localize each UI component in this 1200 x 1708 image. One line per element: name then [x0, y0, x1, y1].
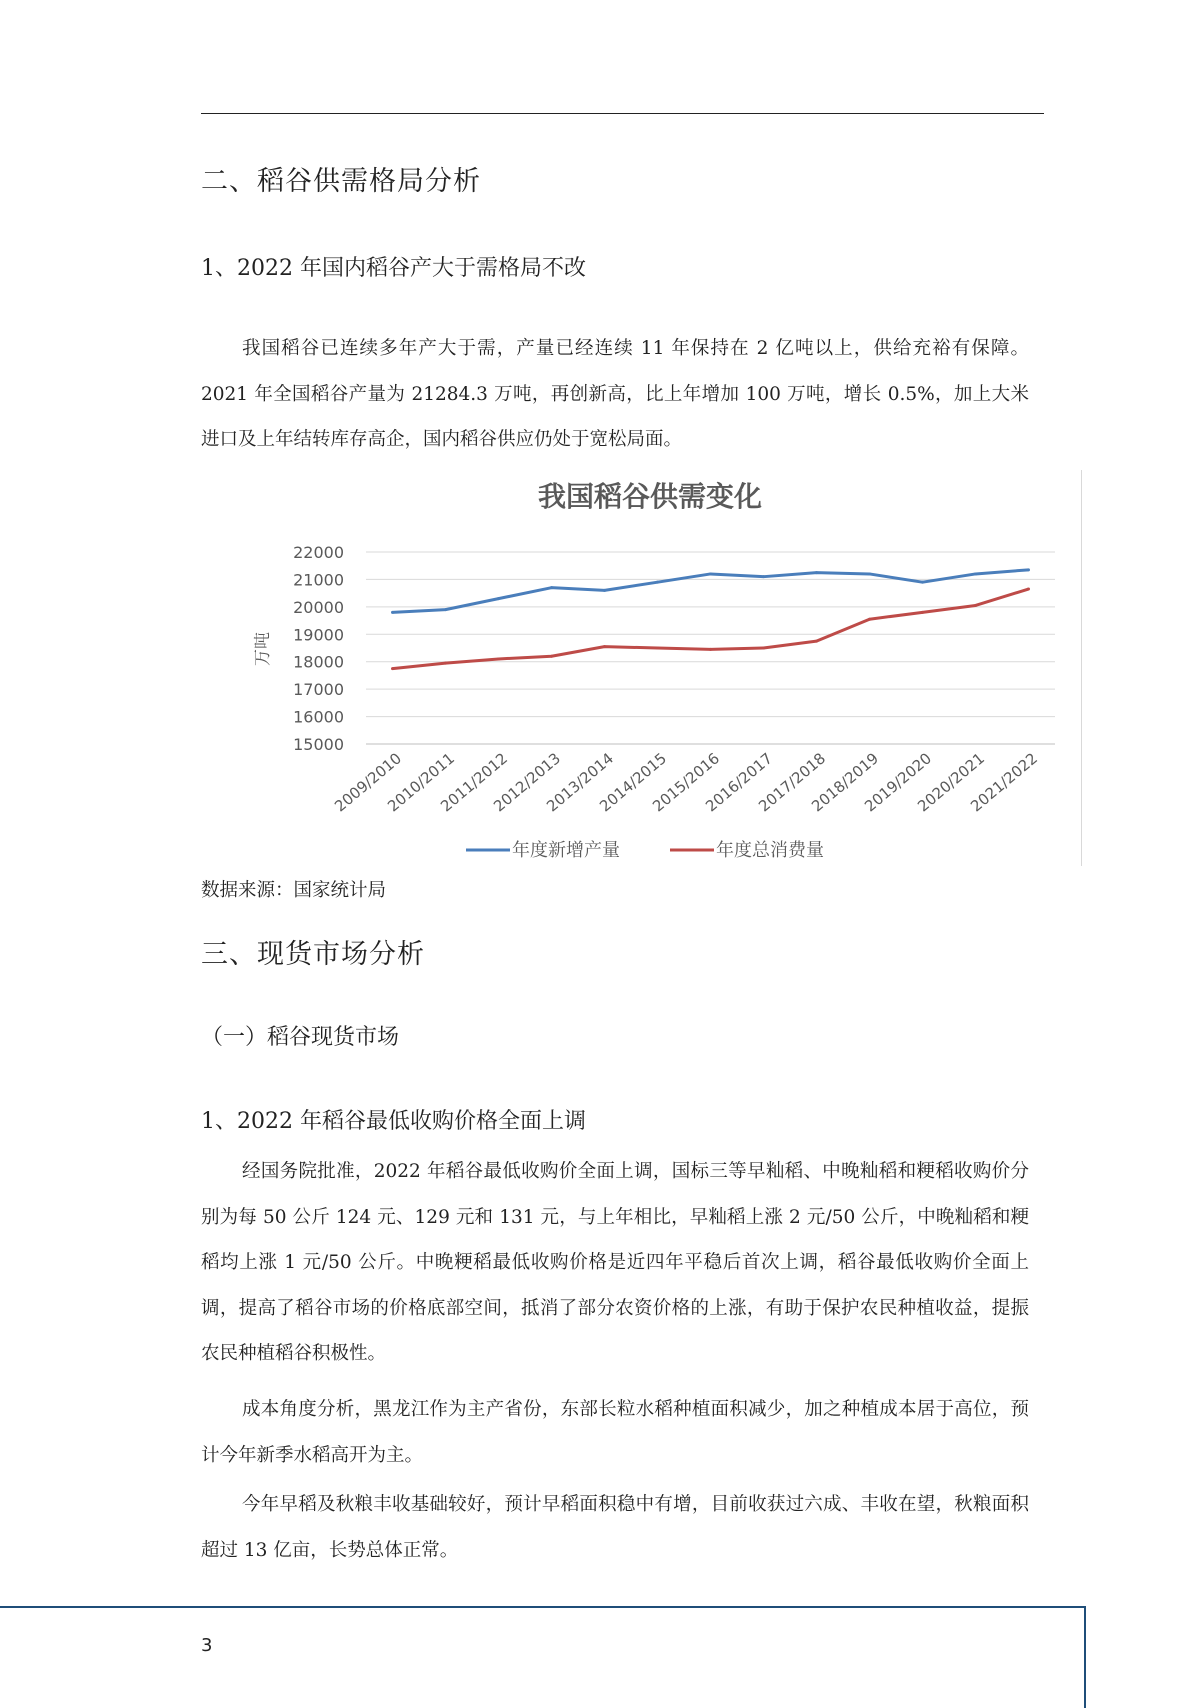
- chart-data-point: [444, 608, 447, 611]
- chart-y-tick-label: 21000: [293, 570, 344, 590]
- chart-data-point: [603, 589, 606, 592]
- chart-data-point: [391, 611, 394, 614]
- data-source-note: 数据来源：国家统计局: [201, 880, 387, 901]
- chart-x-tick-label: 2021/2022: [967, 749, 1042, 816]
- chart-series-line-1: [393, 570, 1029, 613]
- chart-y-tick-label: 19000: [293, 625, 344, 645]
- chart-title: 我国稻谷供需变化: [537, 480, 763, 513]
- supply-demand-line-chart: [238, 470, 1086, 870]
- chart-x-tick-label: 2015/2016: [649, 749, 724, 816]
- chart-data-point: [497, 597, 500, 600]
- chart-data-point: [709, 572, 712, 575]
- chart-x-tick-label: 2018/2019: [808, 749, 883, 816]
- paragraph-harvest-outlook: 今年早稻及秋粮丰收基础较好，预计早稻面积稳中有增，目前收获过六成、丰收在望，秋粮面积超过 13 亿亩，长势总体正常。: [201, 1494, 1029, 1561]
- chart-x-tick-label: 2016/2017: [702, 749, 777, 816]
- chart-data-point: [921, 581, 924, 584]
- chart-data-point: [550, 586, 553, 589]
- chart-x-tick-label: 2011/2012: [437, 749, 512, 816]
- chart-data-point: [444, 662, 447, 665]
- chart-data-point: [656, 581, 659, 584]
- header-rule: [201, 113, 1044, 114]
- chart-legend-label-2: 年度总消费量: [716, 840, 824, 861]
- chart-y-tick-label: 17000: [293, 680, 344, 700]
- chart-x-tick-label: 2013/2014: [543, 749, 618, 816]
- chart-data-point: [815, 640, 818, 643]
- chart-legend-label-1: 年度新增产量: [512, 840, 620, 861]
- chart-x-tick-label: 2020/2021: [914, 749, 989, 816]
- chart-x-tick-label: 2009/2010: [331, 749, 406, 816]
- chart-data-point: [868, 572, 871, 575]
- chart-y-tick-label: 15000: [293, 735, 344, 754]
- subheading-rice-spot-market: （一）稻谷现货市场: [201, 1025, 400, 1050]
- chart-y-axis-label: 万吨: [253, 632, 273, 666]
- chart-x-tick-label: 2019/2020: [861, 749, 936, 816]
- footer-frame: [0, 1606, 1086, 1708]
- chart-y-tick-label: 16000: [293, 707, 344, 727]
- chart-data-point: [762, 647, 765, 650]
- subheading-minimum-purchase-price: 1、2022 年稻谷最低收购价格全面上调: [201, 1109, 586, 1134]
- chart-data-point: [868, 618, 871, 621]
- chart-data-point: [974, 572, 977, 575]
- paragraph-production-overview: 我国稻谷已连续多年产大于需，产量已经连续 11 年保持在 2 亿吨以上，供给充裕有保障。2021 年全国稻谷产量为 21284.3 万吨，再创新高，比上年增加 100 万吨，增长 0.5%，加上大米进口及上年结转库存高企，国内稻谷供应仍处于宽松局面。: [201, 338, 1029, 450]
- chart-data-point: [762, 575, 765, 578]
- chart-data-point: [921, 611, 924, 614]
- chart-data-point: [1027, 588, 1030, 591]
- chart-data-point: [974, 604, 977, 607]
- chart-y-tick-label: 18000: [293, 652, 344, 672]
- chart-data-point: [709, 648, 712, 651]
- chart-x-tick-label: 2010/2011: [384, 749, 459, 816]
- chart-x-tick-label: 2017/2018: [755, 749, 830, 816]
- chart-data-point: [815, 571, 818, 574]
- section-heading-supply-demand: 二、稻谷供需格局分析: [201, 166, 481, 197]
- chart-y-tick-label: 22000: [293, 543, 344, 562]
- paragraph-cost-analysis: 成本角度分析，黑龙江作为主产省份，东部长粒水稻种植面积减少，加之种植成本居于高位，预计今年新季水稻高开为主。: [201, 1399, 1029, 1466]
- chart-data-point: [656, 647, 659, 650]
- chart-data-point: [550, 655, 553, 658]
- chart-data-point: [603, 645, 606, 648]
- section-heading-spot-market: 三、现货市场分析: [201, 939, 425, 970]
- chart-data-point: [1027, 568, 1030, 571]
- chart-x-tick-label: 2014/2015: [596, 749, 671, 816]
- paragraph-minimum-price-details: 经国务院批准，2022 年稻谷最低收购价全面上调，国标三等早籼稻、中晚籼稻和粳稻收购价分别为每 50 公斤 124 元、129 元和 131 元，与上年相比，早籼稻上涨 2 元/50 公斤，中晚籼稻和粳稻均上涨 1 元/50 公斤。中晚粳稻最低收购价格是近四年平稳后首次上调，稻谷最低收购价全面上调，提高了稻谷市场的价格底部空间，抵消了部分农资价格的上涨，有助于保护农民种植收益，提振农民种植稻谷积极性。: [201, 1161, 1029, 1364]
- subheading-production-exceeds-demand: 1、2022 年国内稻谷产大于需格局不改: [201, 256, 586, 281]
- page-number: 3: [201, 1635, 213, 1656]
- chart-x-tick-label: 2012/2013: [490, 749, 565, 816]
- chart-data-point: [391, 667, 394, 670]
- chart-data-point: [497, 657, 500, 660]
- chart-y-tick-label: 20000: [293, 597, 344, 617]
